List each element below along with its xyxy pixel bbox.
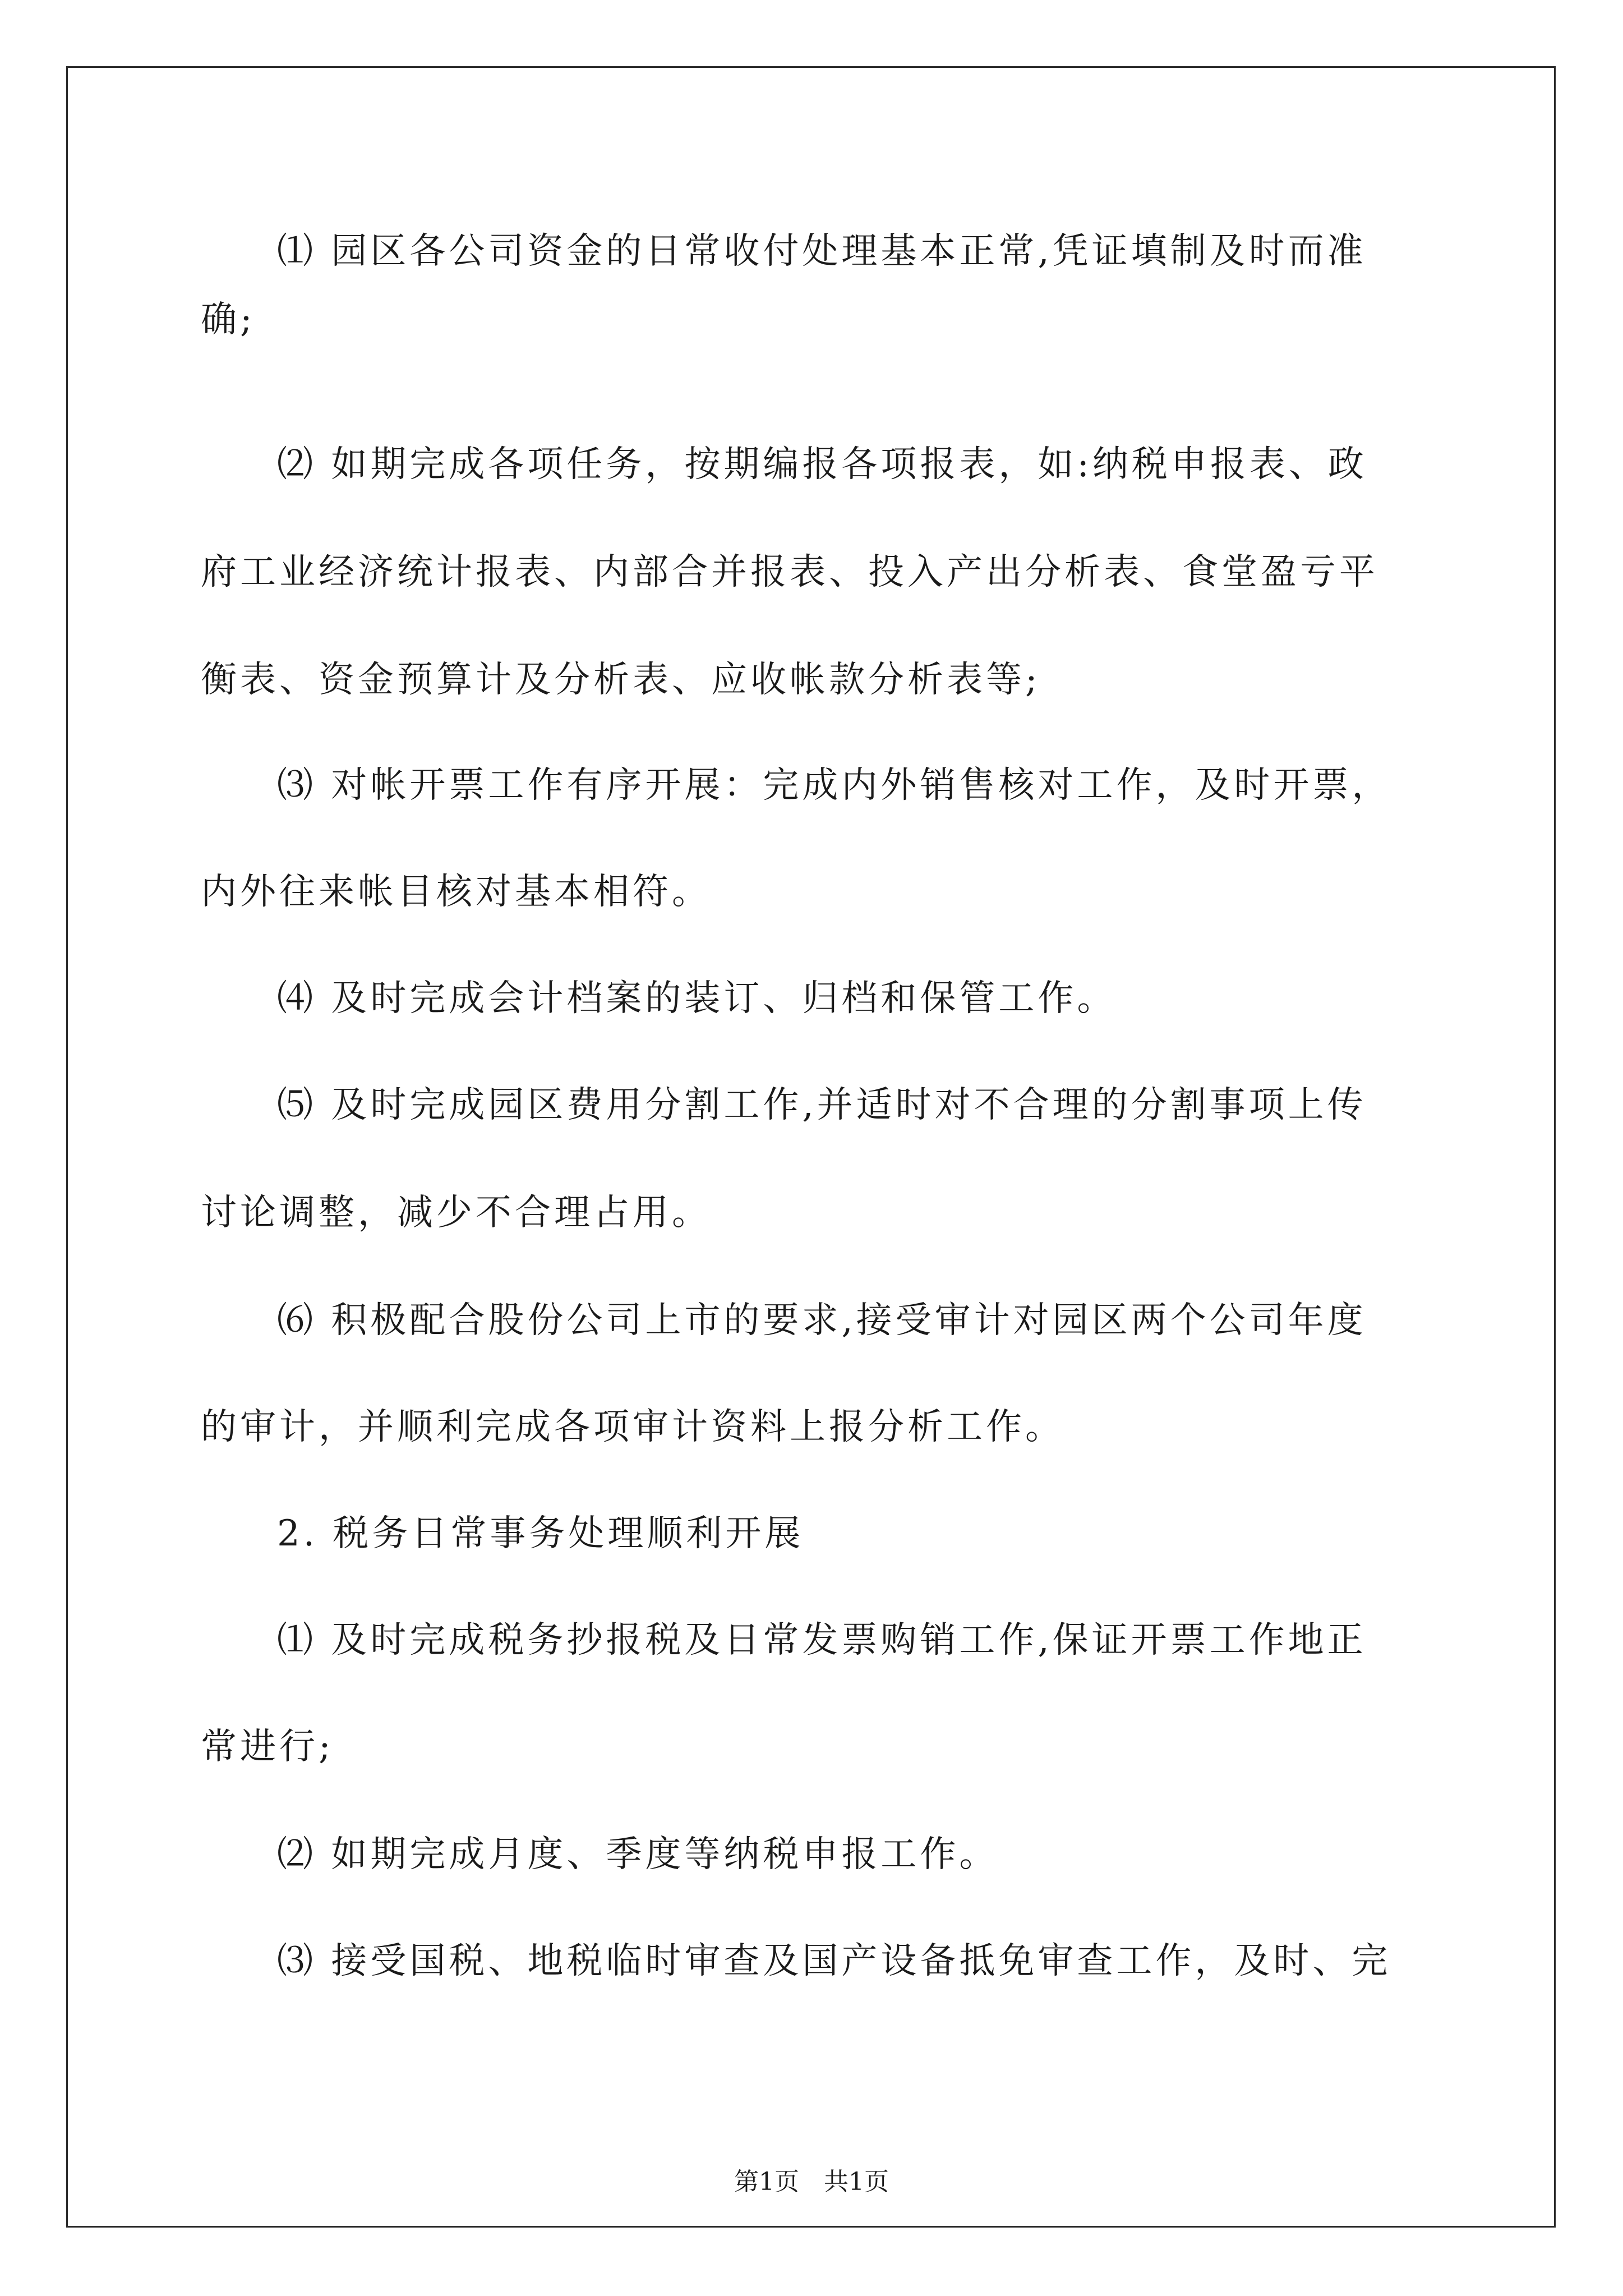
line-16: ⑵ 如期完成月度、季度等纳税申报工作。 [277, 1834, 999, 1875]
line-14: ⑴ 及时完成税务抄报税及日常发票购销工作,保证开票工作地正 [277, 1619, 1367, 1661]
page-border [66, 66, 1556, 2228]
line-1: ⑴ 园区各公司资金的日常收付处理基本正常,凭证填制及时而准 [277, 231, 1367, 272]
line-4: 府工业经济统计报表、内部合并报表、投入产出分析表、食堂盈亏平 [201, 551, 1378, 593]
line-2: 确; [201, 299, 256, 341]
line-11: ⑹ 积极配合股份公司上市的要求,接受审计对园区两个公司年度 [277, 1300, 1367, 1341]
line-9: ⑸ 及时完成园区费用分割工作,并适时对不合理的分割事项上传 [277, 1084, 1367, 1126]
line-8: ⑷ 及时完成会计档案的装订、归档和保管工作。 [277, 978, 1117, 1019]
line-10: 讨论调整，减少不合理占用。 [201, 1192, 711, 1234]
line-3: ⑵ 如期完成各项任务，按期编报各项报表，如:纳税申报表、政 [277, 444, 1367, 485]
line-12: 的审计，并顺利完成各项审计资料上报分析工作。 [201, 1406, 1064, 1448]
line-7: 内外往来帐目核对基本相符。 [201, 871, 711, 913]
page-number-footer: 第1页 共1页 [734, 2168, 889, 2196]
line-15: 常进行; [201, 1726, 334, 1768]
line-6: ⑶ 对帐开票工作有序开展：完成内外销售核对工作，及时开票， [277, 765, 1391, 806]
line-13: 2. 税务日常事务处理顺利开展 [277, 1513, 804, 1554]
line-5: 衡表、资金预算计及分析表、应收帐款分析表等; [201, 659, 1041, 701]
line-17: ⑶ 接受国税、地税临时审查及国产设备抵免审查工作，及时、完 [277, 1940, 1391, 1982]
